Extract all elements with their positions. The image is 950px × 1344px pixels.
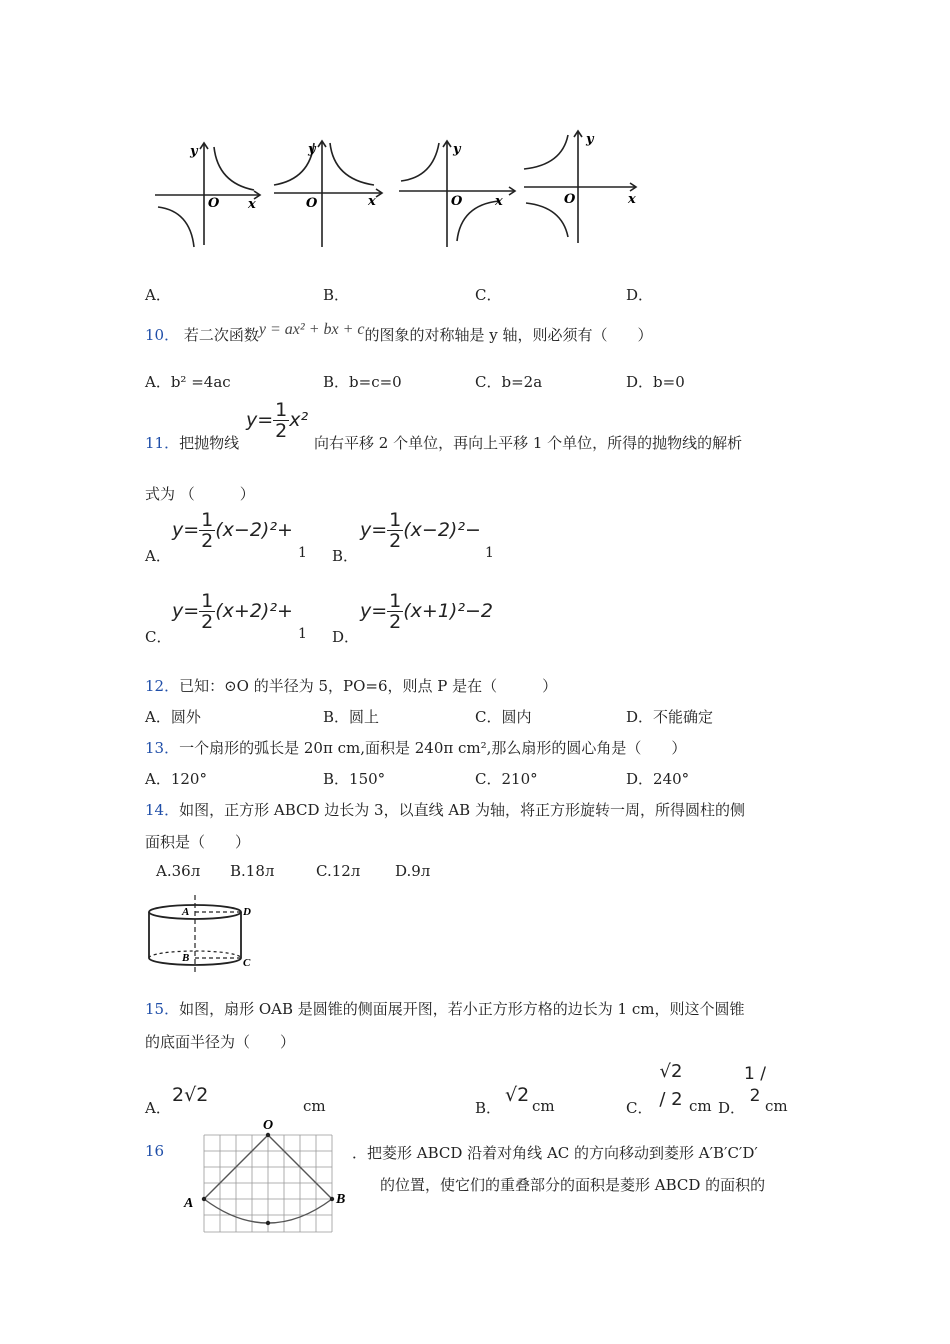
- point-b-label: B: [336, 1192, 346, 1207]
- svg-text:y: y: [586, 132, 594, 147]
- question-number: 14．: [145, 801, 180, 819]
- q11-option-c-tail: 1: [298, 626, 307, 642]
- question-number: 13．: [145, 739, 180, 757]
- q11-option-a-tail: 1: [298, 545, 307, 561]
- svg-text:O: O: [564, 192, 576, 207]
- question-12: [145, 675, 557, 696]
- q10-option-b[interactable]: B．b=c=0: [323, 373, 402, 391]
- question-11: [145, 432, 239, 453]
- question-16-number: 16: [145, 1142, 165, 1160]
- formula: y = ax² + bx + c: [258, 321, 365, 338]
- q11-option-c-label[interactable]: C．: [145, 628, 172, 646]
- question-stem-line2: 式为 （ ）: [145, 485, 255, 503]
- svg-text:y: y: [308, 142, 316, 157]
- point-o-label: O: [263, 1118, 274, 1133]
- point-c-label: C: [243, 957, 251, 969]
- q15-option-c-label[interactable]: C．: [626, 1099, 653, 1117]
- point-b-label: B: [182, 952, 190, 964]
- question-stem: 如图，扇形 OAB 是圆锥的侧面展开图，若小正方形方格的边长为 1 cm，则这个圆锥: [179, 1000, 745, 1018]
- q14-option-a[interactable]: A.36л: [156, 862, 201, 880]
- q15-option-c-unit: cm: [689, 1097, 712, 1115]
- q11-option-b-label[interactable]: B．: [332, 547, 359, 565]
- q15-option-a-label[interactable]: A．: [145, 1099, 171, 1117]
- question-stem: 一个扇形的弧长是 20π cm,面积是 240π cm²,那么扇形的圆心角是（ ）: [179, 739, 687, 757]
- q13-option-d[interactable]: D．240°: [626, 770, 690, 788]
- svg-text:y: y: [453, 142, 461, 157]
- question-number: 12．: [145, 677, 180, 695]
- question-stem: 已知：⊙O 的半径为 5，PO=6，则点 P 是在（ ）: [179, 677, 558, 695]
- graph-option-c: [395, 135, 525, 255]
- question-stem: 把抛物线: [179, 434, 240, 452]
- q11-option-d-label[interactable]: D．: [332, 628, 360, 646]
- question-stem-line2: 面积是（ ）: [145, 833, 251, 851]
- q15-option-d-value[interactable]: 1 / 2: [744, 1064, 766, 1106]
- point-d-label: D: [243, 906, 251, 918]
- q14-option-b[interactable]: B.18л: [230, 862, 275, 880]
- q9-option-a[interactable]: A．: [145, 286, 171, 304]
- q15-option-b-unit: cm: [532, 1097, 555, 1115]
- sector-grid-figure: [180, 1115, 360, 1235]
- question-16-stem: ．把菱形 ABCD 沿着对角线 AC 的方向移动到菱形 A′B′C′D′: [352, 1144, 758, 1162]
- question-stem: 如图，正方形 ABCD 边长为 3，以直线 AB 为轴，将正方形旋转一周，所得圆柱的侧: [179, 801, 745, 819]
- q10-option-d[interactable]: D．b=0: [626, 373, 685, 391]
- q10-option-a[interactable]: A．b² =4ac: [145, 373, 231, 391]
- question-14: [145, 799, 745, 820]
- q11-option-a-label[interactable]: A．: [145, 547, 171, 565]
- q13-option-b[interactable]: B．150°: [323, 770, 386, 788]
- graph-option-a: [150, 135, 270, 255]
- q15-option-d-label[interactable]: D．: [718, 1099, 746, 1117]
- q12-option-b[interactable]: B．圆上: [323, 708, 380, 726]
- q15-option-a-value[interactable]: 2√2: [172, 1084, 209, 1106]
- svg-text:O: O: [208, 196, 220, 211]
- q11-option-c-formula[interactable]: y= $\frac{1}{2}$ (x+2)²+: [172, 590, 293, 633]
- question-16-stem-line2: 的位置，使它们的重叠部分的面积是菱形 ABCD 的面积的: [380, 1176, 766, 1194]
- svg-text:y: y: [190, 144, 198, 159]
- q15-option-b-value[interactable]: √2: [505, 1084, 530, 1106]
- q15-option-d-unit: cm: [765, 1097, 788, 1115]
- question-stem-line2: 的底面半径为（ ）: [145, 1033, 296, 1051]
- q11-option-a-formula[interactable]: y= $\frac{1}{2}$ (x−2)²+: [172, 509, 293, 552]
- question-number: 11．: [145, 434, 180, 452]
- svg-text:x: x: [628, 192, 636, 207]
- q9-option-b[interactable]: B．: [323, 286, 350, 304]
- question-10: [145, 321, 653, 345]
- q9-option-c[interactable]: C．: [475, 286, 502, 304]
- question-13: [145, 737, 686, 758]
- q11-option-b-formula[interactable]: y= $\frac{1}{2}$ (x−2)²−: [360, 509, 481, 552]
- cylinder-figure: [143, 895, 268, 975]
- question-stem-tail: 向右平移 2 个单位，再向上平移 1 个单位，所得的抛物线的解析: [314, 434, 743, 452]
- q15-option-a-unit: cm: [303, 1097, 326, 1115]
- formula-parabola: y= $\frac{1}{2}$ x²: [246, 399, 309, 442]
- q14-option-d[interactable]: D.9л: [395, 862, 431, 880]
- question-number: 15．: [145, 1000, 180, 1018]
- question-stem: 若二次函数: [183, 326, 259, 344]
- q12-option-a[interactable]: A．圆外: [145, 708, 201, 726]
- q11-option-b-tail: 1: [485, 545, 494, 561]
- svg-text:x: x: [248, 197, 256, 212]
- point-a-label: A: [182, 906, 190, 918]
- svg-text:O: O: [306, 196, 318, 211]
- q12-option-d[interactable]: D．不能确定: [626, 708, 714, 726]
- question-stem-tail: 的图象的对称轴是 y 轴，则必须有（ ）: [364, 326, 653, 344]
- q13-option-a[interactable]: A．120°: [145, 770, 207, 788]
- svg-text:x: x: [368, 194, 376, 209]
- q15-option-c-value[interactable]: √2 / 2: [659, 1061, 683, 1110]
- q11-option-d-formula[interactable]: y= $\frac{1}{2}$ (x+1)²−2: [360, 590, 493, 633]
- q12-option-c[interactable]: C．圆内: [475, 708, 532, 726]
- graph-option-b: [270, 135, 390, 255]
- graph-option-d: [520, 125, 650, 245]
- question-15: [145, 998, 745, 1019]
- svg-text:x: x: [495, 194, 503, 209]
- q10-option-c[interactable]: C．b=2a: [475, 373, 543, 391]
- q9-option-d[interactable]: D．: [626, 286, 654, 304]
- point-a-label: A: [184, 1196, 194, 1211]
- q13-option-c[interactable]: C．210°: [475, 770, 538, 788]
- q15-option-b-label[interactable]: B．: [475, 1099, 502, 1117]
- question-number: 10．: [145, 326, 180, 344]
- svg-text:O: O: [451, 194, 463, 209]
- q14-option-c[interactable]: C.12л: [316, 862, 361, 880]
